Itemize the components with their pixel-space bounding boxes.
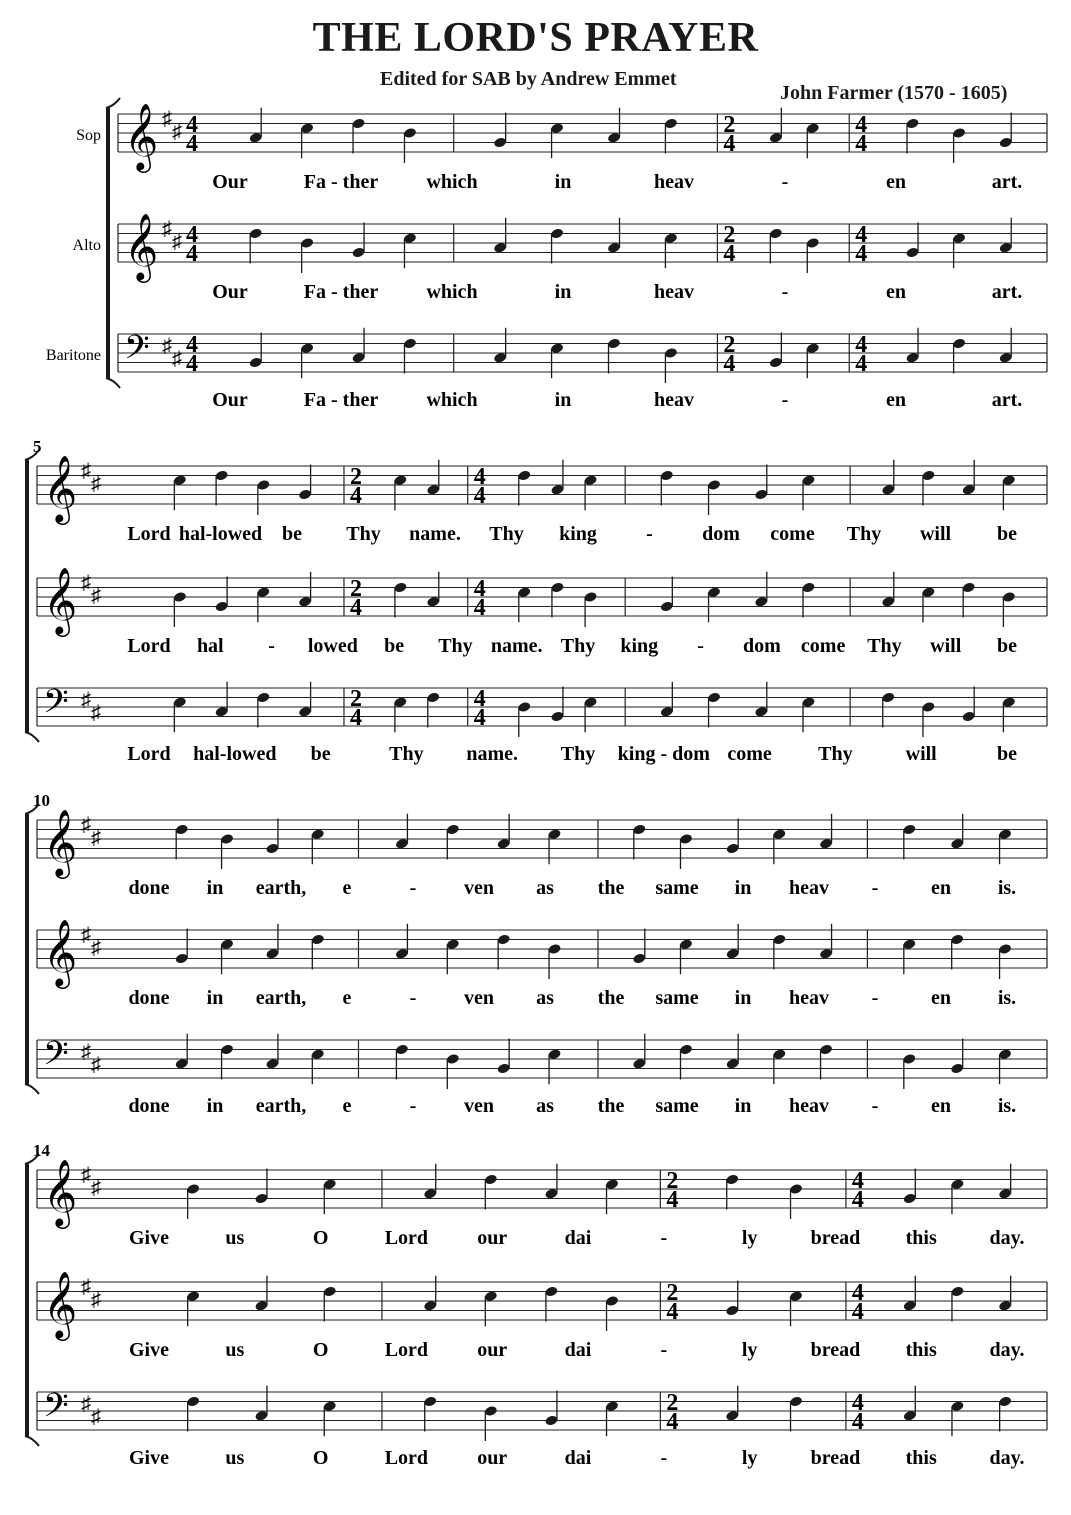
lyric-syllable: Thy (846, 523, 882, 545)
lyric-syllable: be (997, 635, 1017, 657)
lyric-syllable: is. (997, 987, 1017, 1009)
lyric-syllable: Thy (560, 743, 596, 765)
sharp-icon: ♯ (162, 335, 172, 357)
staff-baritone (37, 1034, 1047, 1117)
time-signature-denominator: 4 (851, 1409, 864, 1435)
lyric-syllable: - (660, 1227, 668, 1249)
lyric-syllable: our (477, 1227, 508, 1249)
time-signature-numerator: 2 (349, 576, 362, 602)
time-signature-denominator: 4 (666, 1187, 679, 1213)
time-signature-denominator: 4 (349, 705, 362, 731)
lyric-syllable: dai (564, 1227, 592, 1249)
lyric-syllable: ly (741, 1339, 758, 1361)
time-signature-denominator: 4 (855, 131, 868, 157)
treble-clef-icon: 𝄞 (124, 104, 159, 169)
lyric-syllable: this (905, 1339, 937, 1361)
lyrics-sop (129, 1227, 1025, 1249)
sharp-icon: ♯ (91, 1054, 101, 1076)
lyric-syllable: Our (212, 171, 248, 193)
lyric-syllable: as (536, 1095, 554, 1117)
sharp-icon: ♯ (91, 473, 101, 495)
system-bracket (25, 1164, 29, 1436)
lyric-syllable: - (781, 171, 789, 193)
lyric-syllable: Give (129, 1447, 169, 1469)
lyric-syllable: - (646, 523, 653, 545)
measure-number: 10 (33, 791, 50, 810)
lyrics-sop (212, 171, 1022, 193)
page-title: THE LORD'S PRAYER (312, 15, 759, 61)
sharp-icon: ♯ (91, 827, 101, 849)
lyric-syllable: name. (409, 523, 461, 545)
lyric-syllable: en (886, 281, 906, 303)
lyric-syllable: be (997, 523, 1017, 545)
time-signature-denominator: 4 (851, 1187, 864, 1213)
lyric-syllable: Lord (384, 1339, 429, 1361)
lyric-syllable: - (409, 1095, 417, 1117)
time-signature-denominator: 4 (723, 131, 736, 157)
lyric-syllable: which (426, 171, 478, 193)
time-signature-denominator: 4 (186, 131, 198, 157)
lyric-syllable: - (660, 1339, 668, 1361)
lyric-syllable: us (225, 1339, 245, 1361)
time-signature-numerator: 4 (851, 1390, 864, 1416)
lyric-syllable: Thy (818, 743, 853, 765)
lyric-syllable: will (919, 523, 952, 545)
treble-clef-icon: 𝄞 (43, 920, 78, 985)
time-signature-denominator: 4 (473, 595, 486, 621)
system-2 (25, 437, 1047, 765)
sharp-icon: ♯ (91, 937, 101, 959)
lyric-syllable: Thy (389, 743, 424, 765)
sharp-icon: ♯ (172, 121, 182, 143)
sharp-icon: ♯ (91, 1289, 101, 1311)
lyric-syllable: ly (741, 1447, 758, 1469)
lyric-syllable: dai (564, 1339, 592, 1361)
lyric-syllable: hal-lowed (178, 523, 263, 545)
time-signature-numerator: 4 (855, 332, 868, 358)
subtitle: Edited for SAB by Andrew Emmet (380, 68, 677, 90)
lyric-syllable: the (597, 987, 625, 1009)
lyrics-alto (212, 281, 1022, 303)
lyric-syllable: be (310, 743, 331, 765)
lyric-syllable: bread (810, 1447, 861, 1469)
sharp-icon: ♯ (81, 814, 91, 836)
lyric-syllable: day. (989, 1339, 1025, 1361)
lyric-syllable: in (554, 281, 572, 303)
lyric-syllable: earth, (255, 987, 307, 1009)
lyric-syllable: ven (464, 877, 494, 899)
lyric-syllable: earth, (255, 877, 307, 899)
lyric-syllable: in (554, 171, 572, 193)
treble-clef-icon: 𝄞 (43, 1272, 78, 1337)
lyric-syllable: heav (789, 877, 829, 899)
lyric-syllable: Thy (560, 635, 596, 657)
time-signature-numerator: 4 (851, 1168, 864, 1194)
staff-sop (76, 104, 1047, 193)
bracket-bottom-hook (25, 732, 39, 742)
time-signature-numerator: 4 (851, 1280, 864, 1306)
lyric-syllable: ly (741, 1227, 758, 1249)
lyric-syllable: ven (464, 987, 494, 1009)
lyric-syllable: Give (129, 1339, 169, 1361)
lyric-syllable: art. (991, 171, 1023, 193)
lyric-syllable: will (905, 743, 937, 765)
sharp-icon: ♯ (81, 1041, 91, 1063)
lyric-syllable: name. (466, 743, 519, 765)
sharp-icon: ♯ (91, 585, 101, 607)
lyric-syllable: name. (490, 635, 543, 657)
lyric-syllable: Thy (438, 635, 473, 657)
lyric-syllable: earth, (255, 1095, 307, 1117)
lyric-syllable: done (128, 987, 170, 1009)
time-signature-numerator: 4 (186, 112, 198, 138)
time-signature-denominator: 4 (855, 241, 868, 267)
staff-alto (37, 1272, 1047, 1361)
time-signature-numerator: 4 (473, 464, 486, 490)
lyric-syllable: en (931, 877, 951, 899)
lyric-syllable: Our (212, 389, 248, 411)
time-signature-numerator: 4 (186, 332, 198, 358)
system-bracket (106, 108, 110, 378)
time-signature-numerator: 2 (723, 112, 736, 138)
lyric-syllable: be (282, 523, 302, 545)
treble-clef-icon: 𝄞 (124, 214, 159, 279)
time-signature-numerator: 2 (723, 332, 736, 358)
lyric-syllable: dom (702, 523, 740, 545)
lyric-syllable: en (931, 1095, 951, 1117)
time-signature-numerator: 4 (186, 222, 198, 248)
lyric-syllable: Lord (127, 523, 171, 545)
treble-clef-icon: 𝄞 (43, 456, 78, 521)
lyric-syllable: Our (212, 281, 248, 303)
sharp-icon: ♯ (81, 689, 91, 711)
lyric-syllable: us (225, 1227, 245, 1249)
sharp-icon: ♯ (91, 702, 101, 724)
lyric-syllable: day. (989, 1227, 1025, 1249)
lyric-syllable: Lord (384, 1227, 429, 1249)
system-bracket (25, 814, 29, 1084)
lyric-syllable: heav (654, 281, 694, 303)
time-signature-denominator: 4 (666, 1299, 679, 1325)
time-signature-denominator: 4 (855, 351, 868, 377)
lyric-syllable: O (312, 1227, 329, 1249)
lyric-syllable: art. (991, 281, 1023, 303)
lyric-syllable: which (426, 389, 478, 411)
time-signature-denominator: 4 (186, 241, 198, 267)
time-signature-denominator: 4 (723, 241, 736, 267)
time-signature-numerator: 2 (349, 464, 362, 490)
part-label: Sop (76, 127, 101, 144)
lyric-syllable: - (781, 281, 789, 303)
lyric-syllable: king - dom (617, 743, 710, 765)
lyric-syllable: Lord (127, 743, 171, 765)
part-label: Baritone (45, 347, 101, 364)
sharp-icon: ♯ (81, 1276, 91, 1298)
lyric-syllable: as (536, 987, 554, 1009)
sharp-icon: ♯ (162, 108, 172, 130)
lyric-syllable: e (342, 987, 352, 1009)
system-3 (25, 791, 1047, 1117)
sharp-icon: ♯ (162, 218, 172, 240)
lyric-syllable: e (342, 1095, 352, 1117)
lyric-syllable: bread (810, 1339, 861, 1361)
sharp-icon: ♯ (172, 231, 182, 253)
lyrics-baritone (212, 389, 1022, 411)
sharp-icon: ♯ (81, 460, 91, 482)
measure-number: 5 (33, 437, 42, 456)
lyric-syllable: done (128, 1095, 170, 1117)
lyric-syllable: heav (654, 389, 694, 411)
treble-clef-icon: 𝄞 (43, 568, 78, 633)
lyric-syllable: Thy (346, 523, 381, 545)
system-bracket (25, 460, 29, 732)
bracket-top-hook (106, 98, 120, 108)
system-4 (25, 1141, 1047, 1469)
lyric-syllable: in (206, 877, 224, 899)
lyric-syllable: this (905, 1227, 937, 1249)
lyrics-baritone (127, 743, 1017, 765)
lyric-syllable: the (597, 1095, 625, 1117)
lyric-syllable: come (727, 743, 772, 765)
lyric-syllable: same (655, 877, 699, 899)
lyric-syllable: Thy (867, 635, 902, 657)
lyric-syllable: in (734, 987, 752, 1009)
lyric-syllable: bread (810, 1227, 861, 1249)
time-signature-denominator: 4 (851, 1299, 864, 1325)
lyric-syllable: in (554, 389, 572, 411)
measure-number: 14 (33, 1141, 50, 1160)
staff-baritone (37, 682, 1047, 765)
lyric-syllable: e (342, 877, 352, 899)
staff-baritone (46, 328, 1047, 411)
lyric-syllable: Lord (384, 1447, 429, 1469)
lyrics-alto (127, 635, 1017, 657)
staff-alto (37, 568, 1047, 657)
time-signature-numerator: 4 (855, 222, 868, 248)
lyrics-sop (128, 877, 1016, 899)
lyrics-baritone (128, 1095, 1016, 1117)
lyric-syllable: our (477, 1447, 508, 1469)
lyrics-sop (127, 523, 1017, 545)
lyric-syllable: same (655, 987, 699, 1009)
lyric-syllable: is. (997, 877, 1017, 899)
lyric-syllable: king (559, 523, 597, 545)
lyric-syllable: in (734, 1095, 752, 1117)
time-signature-numerator: 2 (723, 222, 736, 248)
time-signature-numerator: 2 (666, 1280, 679, 1306)
time-signature-numerator: 2 (666, 1168, 679, 1194)
staff-sop (37, 1160, 1047, 1249)
lyric-syllable: en (886, 389, 906, 411)
lyric-syllable: in (206, 987, 224, 1009)
lyric-syllable: heav (654, 171, 694, 193)
time-signature-denominator: 4 (723, 351, 736, 377)
bracket-bottom-hook (25, 1084, 39, 1094)
system-1 (46, 98, 1047, 411)
lyric-syllable: dom (742, 635, 781, 657)
lyric-syllable: same (655, 1095, 699, 1117)
staff-alto (73, 214, 1047, 303)
lyric-syllable: ven (464, 1095, 494, 1117)
time-signature-denominator: 4 (349, 595, 362, 621)
lyric-syllable: lowed (307, 635, 358, 657)
lyric-syllable: us (225, 1447, 245, 1469)
lyric-syllable: - (871, 1095, 879, 1117)
lyric-syllable: be (997, 743, 1017, 765)
sharp-icon: ♯ (91, 1177, 101, 1199)
lyric-syllable: in (206, 1095, 224, 1117)
composer: John Farmer (1570 - 1605) (780, 82, 1008, 104)
lyric-syllable: - (409, 877, 417, 899)
lyric-syllable: our (477, 1339, 508, 1361)
lyric-syllable: hal-lowed (193, 743, 277, 765)
lyric-syllable: the (597, 877, 625, 899)
bracket-bottom-hook (25, 1436, 39, 1446)
lyric-syllable: Lord (127, 635, 171, 657)
bass-clef-icon: 𝄢 (43, 1387, 69, 1432)
lyric-syllable: which (426, 281, 478, 303)
lyric-syllable: Thy (489, 523, 524, 545)
lyric-syllable: - (871, 987, 879, 1009)
sharp-icon: ♯ (81, 572, 91, 594)
lyric-syllable: is. (997, 1095, 1017, 1117)
part-label: Alto (72, 237, 101, 254)
lyric-syllable: will (930, 635, 962, 657)
lyric-syllable: - (871, 877, 879, 899)
bass-clef-icon: 𝄢 (43, 683, 69, 728)
lyric-syllable: Fa - ther (303, 281, 379, 303)
lyric-syllable: - (409, 987, 417, 1009)
lyric-syllable: - (268, 635, 275, 657)
lyric-syllable: - (660, 1447, 668, 1469)
lyrics-alto (128, 987, 1016, 1009)
staff-sop (37, 456, 1047, 545)
lyric-syllable: in (734, 877, 752, 899)
lyric-syllable: art. (991, 389, 1023, 411)
time-signature-numerator: 2 (349, 686, 362, 712)
lyric-syllable: come (800, 635, 846, 657)
time-signature-denominator: 4 (349, 483, 362, 509)
treble-clef-icon: 𝄞 (43, 810, 78, 875)
sharp-icon: ♯ (172, 348, 182, 370)
lyric-syllable: day. (989, 1447, 1025, 1469)
lyric-syllable: Give (129, 1227, 169, 1249)
lyric-syllable: dai (564, 1447, 592, 1469)
bass-clef-icon: 𝄢 (124, 329, 150, 374)
time-signature-numerator: 2 (666, 1390, 679, 1416)
lyric-syllable: - (697, 635, 704, 657)
lyric-syllable: come (770, 523, 815, 545)
lyrics-alto (129, 1339, 1025, 1361)
lyric-syllable: this (905, 1447, 937, 1469)
lyric-syllable: as (536, 877, 554, 899)
time-signature-denominator: 4 (473, 705, 486, 731)
sharp-icon: ♯ (81, 924, 91, 946)
time-signature-denominator: 4 (666, 1409, 679, 1435)
time-signature-numerator: 4 (473, 686, 486, 712)
lyric-syllable: king (620, 635, 659, 657)
time-signature-numerator: 4 (473, 576, 486, 602)
lyrics-baritone (129, 1447, 1025, 1469)
lyric-syllable: hal (196, 635, 224, 657)
lyric-syllable: en (931, 987, 951, 1009)
lyric-syllable: Fa - ther (303, 171, 379, 193)
lyric-syllable: Fa - ther (303, 389, 379, 411)
sharp-icon: ♯ (81, 1393, 91, 1415)
staff-alto (37, 920, 1047, 1009)
lyric-syllable: done (128, 877, 170, 899)
staff-baritone (37, 1386, 1047, 1469)
lyric-syllable: heav (789, 987, 829, 1009)
staff-sop (37, 810, 1047, 899)
lyric-syllable: O (312, 1447, 329, 1469)
bass-clef-icon: 𝄢 (43, 1035, 69, 1080)
lyric-syllable: be (384, 635, 405, 657)
sharp-icon: ♯ (81, 1164, 91, 1186)
sharp-icon: ♯ (91, 1406, 101, 1428)
lyric-syllable: en (886, 171, 906, 193)
bracket-bottom-hook (106, 378, 120, 388)
lyric-syllable: - (781, 389, 789, 411)
time-signature-numerator: 4 (855, 112, 868, 138)
time-signature-denominator: 4 (473, 483, 486, 509)
treble-clef-icon: 𝄞 (43, 1160, 78, 1225)
lyric-syllable: heav (789, 1095, 829, 1117)
lyric-syllable: O (312, 1339, 329, 1361)
time-signature-denominator: 4 (186, 351, 198, 377)
